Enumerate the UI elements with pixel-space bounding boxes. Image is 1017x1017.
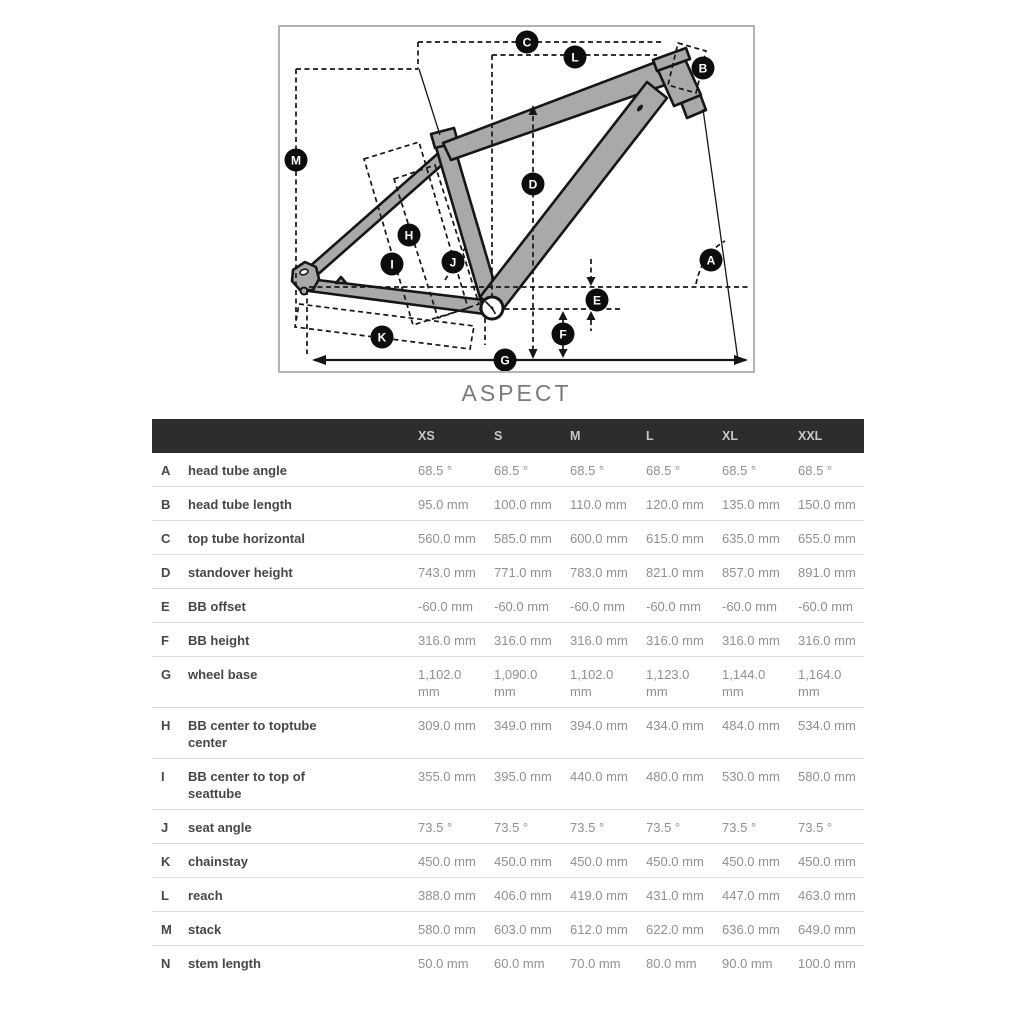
svg-text:K: K	[377, 330, 387, 345]
value-xxl: 649.0 mm	[798, 922, 856, 937]
table-row	[152, 759, 864, 810]
row-letter: L	[161, 888, 169, 903]
marker-H	[398, 224, 421, 247]
marker-J	[442, 251, 465, 274]
value-s: 450.0 mm	[494, 854, 552, 869]
row-name: stem length	[188, 956, 261, 971]
value-l: 120.0 mm	[646, 497, 704, 512]
value-xxl: 463.0 mm	[798, 888, 856, 903]
svg-text:E: E	[592, 293, 602, 308]
marker-G	[494, 349, 517, 372]
value-s: -60.0 mm	[494, 599, 549, 614]
table-row	[152, 589, 864, 623]
value-l: -60.0 mm	[646, 599, 701, 614]
value-xl: 530.0 mm	[722, 769, 780, 784]
value-xs: 50.0 mm	[418, 956, 469, 971]
value-xl: 135.0 mm	[722, 497, 780, 512]
value-l: 73.5 °	[646, 820, 681, 835]
row-letter: G	[161, 667, 172, 682]
row-letter: M	[161, 922, 172, 937]
value-xs: 450.0 mm	[418, 854, 476, 869]
row-letter: F	[161, 633, 169, 648]
value-s: 100.0 mm	[494, 497, 552, 512]
head-axis-line	[703, 109, 738, 360]
svg-text:F: F	[559, 327, 567, 342]
svg-text:J: J	[449, 255, 457, 270]
column-header-m: M	[570, 429, 581, 443]
model-title: ASPECT	[461, 380, 572, 406]
geometry-diagram	[280, 27, 753, 371]
value-s: 585.0 mm	[494, 531, 552, 546]
column-header-xxl: XXL	[798, 429, 823, 443]
table-row	[152, 878, 864, 912]
value-m: 1,102.0 mm	[570, 667, 614, 699]
value-l: 316.0 mm	[646, 633, 704, 648]
value-l: 434.0 mm	[646, 718, 704, 733]
value-s: 73.5 °	[494, 820, 529, 835]
f-up-arrowhead	[559, 311, 568, 320]
value-xxl: 1,164.0 mm	[798, 667, 842, 699]
value-xs: 68.5 °	[418, 463, 453, 478]
value-l: 622.0 mm	[646, 922, 704, 937]
value-xs: -60.0 mm	[418, 599, 473, 614]
value-xl: 68.5 °	[722, 463, 757, 478]
value-s: 316.0 mm	[494, 633, 552, 648]
row-name: head tube angle	[188, 463, 287, 478]
value-xs: 355.0 mm	[418, 769, 476, 784]
value-xxl: 450.0 mm	[798, 854, 856, 869]
marker-M	[285, 149, 308, 172]
value-s: 406.0 mm	[494, 888, 552, 903]
table-row	[152, 844, 864, 878]
marker-I	[381, 253, 404, 276]
bike-frame	[292, 48, 706, 315]
value-m: 68.5 °	[570, 463, 605, 478]
value-xxl: 655.0 mm	[798, 531, 856, 546]
geometry-table	[152, 419, 864, 979]
table-row	[152, 453, 864, 487]
row-name: BB center to toptube center	[188, 718, 317, 750]
table-row	[152, 810, 864, 844]
value-l: 450.0 mm	[646, 854, 704, 869]
svg-text:B: B	[698, 61, 708, 76]
table-row	[152, 521, 864, 555]
column-header-s: S	[494, 429, 503, 443]
svg-text:H: H	[404, 228, 414, 243]
value-xs: 73.5 °	[418, 820, 453, 835]
table-row	[152, 708, 864, 759]
svg-text:M: M	[291, 153, 301, 168]
value-xl: 1,144.0 mm	[722, 667, 766, 699]
value-l: 431.0 mm	[646, 888, 704, 903]
value-m: 450.0 mm	[570, 854, 628, 869]
value-m: 73.5 °	[570, 820, 605, 835]
row-letter: H	[161, 718, 171, 733]
marker-D	[522, 173, 545, 196]
value-xl: 484.0 mm	[722, 718, 780, 733]
value-l: 80.0 mm	[646, 956, 697, 971]
value-m: -60.0 mm	[570, 599, 625, 614]
value-s: 603.0 mm	[494, 922, 552, 937]
column-header-xs: XS	[418, 429, 435, 443]
marker-K	[371, 326, 394, 349]
column-header-l: L	[646, 429, 654, 443]
row-name: BB height	[188, 633, 250, 648]
svg-text:C: C	[522, 35, 532, 50]
value-xs: 1,102.0 mm	[418, 667, 462, 699]
marker-E	[586, 289, 609, 312]
table-row	[152, 912, 864, 946]
value-l: 480.0 mm	[646, 769, 704, 784]
value-xs: 95.0 mm	[418, 497, 469, 512]
marker-L	[564, 46, 587, 69]
value-xl: 447.0 mm	[722, 888, 780, 903]
table-row	[152, 623, 864, 657]
row-name: top tube horizontal	[188, 531, 305, 546]
d-bottom-arrowhead	[529, 349, 538, 359]
value-xs: 316.0 mm	[418, 633, 476, 648]
row-letter: B	[161, 497, 171, 512]
row-letter: A	[161, 463, 171, 478]
value-m: 316.0 mm	[570, 633, 628, 648]
value-xxl: 73.5 °	[798, 820, 833, 835]
table-row	[152, 555, 864, 589]
value-s: 1,090.0 mm	[494, 667, 538, 699]
value-s: 771.0 mm	[494, 565, 552, 580]
g-left-arrowhead	[312, 355, 326, 365]
row-letter: N	[161, 956, 171, 971]
value-xxl: 891.0 mm	[798, 565, 856, 580]
value-xs: 580.0 mm	[418, 922, 476, 937]
row-name: stack	[188, 922, 222, 937]
value-xl: -60.0 mm	[722, 599, 777, 614]
value-xl: 73.5 °	[722, 820, 757, 835]
table-header	[152, 419, 864, 453]
marker-C	[516, 31, 539, 54]
row-name: standover height	[188, 565, 293, 580]
value-xs: 309.0 mm	[418, 718, 476, 733]
value-xl: 316.0 mm	[722, 633, 780, 648]
value-xxl: 100.0 mm	[798, 956, 856, 971]
value-xl: 857.0 mm	[722, 565, 780, 580]
value-xxl: 150.0 mm	[798, 497, 856, 512]
e-up-arrowhead	[587, 311, 596, 320]
marker-B	[692, 57, 715, 80]
value-xs: 560.0 mm	[418, 531, 476, 546]
svg-text:D: D	[528, 177, 538, 192]
value-xs: 743.0 mm	[418, 565, 476, 580]
table-body	[152, 453, 864, 979]
value-xxl: 534.0 mm	[798, 718, 856, 733]
value-s: 60.0 mm	[494, 956, 545, 971]
value-xl: 635.0 mm	[722, 531, 780, 546]
value-xl: 636.0 mm	[722, 922, 780, 937]
svg-text:I: I	[390, 257, 394, 272]
row-letter: K	[161, 854, 171, 869]
value-xxl: 316.0 mm	[798, 633, 856, 648]
value-l: 615.0 mm	[646, 531, 704, 546]
value-l: 68.5 °	[646, 463, 681, 478]
column-header-xl: XL	[722, 429, 738, 443]
chainstay-bump	[336, 277, 346, 283]
value-s: 349.0 mm	[494, 718, 552, 733]
value-m: 440.0 mm	[570, 769, 628, 784]
row-letter: E	[161, 599, 170, 614]
value-xxl: 580.0 mm	[798, 769, 856, 784]
f-down-arrowhead	[559, 349, 568, 358]
row-letter: J	[161, 820, 169, 835]
marker-F	[552, 323, 575, 346]
geometry-diagram-panel	[278, 25, 755, 373]
value-s: 68.5 °	[494, 463, 529, 478]
value-m: 600.0 mm	[570, 531, 628, 546]
value-xxl: -60.0 mm	[798, 599, 853, 614]
value-l: 821.0 mm	[646, 565, 704, 580]
row-letter: I	[161, 769, 165, 784]
value-xl: 90.0 mm	[722, 956, 773, 971]
seat-tube	[433, 132, 500, 308]
g-right-arrowhead	[734, 355, 748, 365]
svg-text:G: G	[500, 353, 510, 368]
row-name: BB offset	[188, 599, 246, 614]
value-m: 394.0 mm	[570, 718, 628, 733]
row-name: reach	[188, 888, 223, 903]
value-s: 395.0 mm	[494, 769, 552, 784]
svg-text:A: A	[706, 253, 716, 268]
row-name: chainstay	[188, 854, 248, 869]
row-letter: C	[161, 531, 171, 546]
table-row	[152, 657, 864, 708]
value-m: 612.0 mm	[570, 922, 628, 937]
row-letter: D	[161, 565, 171, 580]
value-xl: 450.0 mm	[722, 854, 780, 869]
row-name: wheel base	[188, 667, 258, 682]
e-down-arrowhead	[587, 277, 596, 286]
row-name: seat angle	[188, 820, 252, 835]
value-l: 1,123.0 mm	[646, 667, 690, 699]
svg-text:L: L	[571, 50, 579, 65]
table-row	[152, 946, 864, 979]
seat-axis-line	[419, 69, 440, 135]
value-m: 419.0 mm	[570, 888, 628, 903]
value-m: 70.0 mm	[570, 956, 621, 971]
marker-A	[700, 249, 723, 272]
bb-marker	[481, 297, 503, 319]
row-name: BB center to top of seattube	[188, 769, 305, 801]
seatstay-tube	[300, 149, 451, 284]
value-xxl: 68.5 °	[798, 463, 833, 478]
row-name: head tube length	[188, 497, 292, 512]
value-m: 110.0 mm	[570, 497, 627, 512]
value-m: 783.0 mm	[570, 565, 628, 580]
table-row	[152, 487, 864, 521]
value-xs: 388.0 mm	[418, 888, 476, 903]
